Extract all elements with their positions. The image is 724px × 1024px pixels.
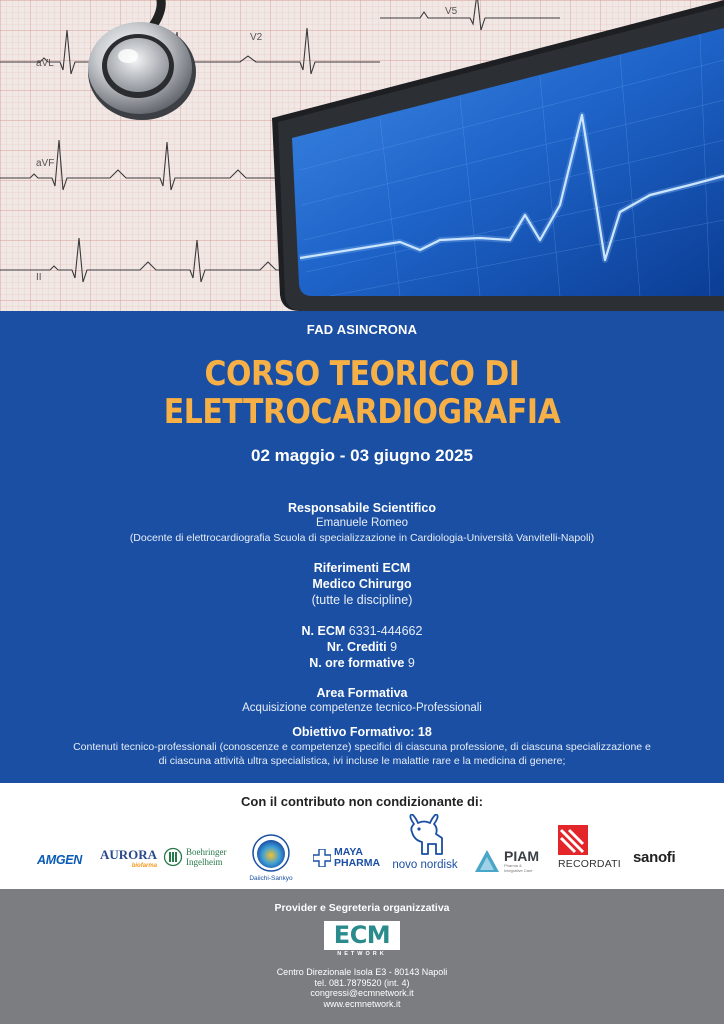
svg-text:II: II [36, 272, 42, 283]
ecm-logo-main: ECM [324, 921, 400, 950]
course-type: FAD ASINCRONA [306, 322, 418, 337]
hero-image [0, 0, 724, 311]
ecm-credits-row [0, 639, 724, 655]
riferimenti-heading: Riferimenti ECM [313, 561, 411, 575]
responsabile-block [0, 500, 724, 545]
maya-pharma-logo [313, 847, 380, 869]
ecm-number-row [0, 623, 724, 639]
boehringer-logo [163, 847, 227, 867]
ecm-logo-sub: NETWORK [337, 951, 387, 957]
novo-nordisk-text: novo nordisk [392, 859, 458, 871]
sanofi-logo: sanofi [633, 849, 676, 866]
daiichi-sankyo-icon [251, 833, 291, 873]
riferimenti-profession: Medico Chirurgo [312, 577, 412, 591]
daiichi-sankyo-logo [243, 833, 299, 882]
boehringer-line-1: Boehringer [186, 847, 227, 857]
aurora-logo [100, 847, 157, 869]
obiettivo-block [0, 724, 724, 768]
recordati-text: RECORDATI [558, 858, 621, 870]
ecm-number-value: 6331-444662 [348, 624, 423, 638]
ecm-credits-label: Nr. Crediti [326, 640, 387, 654]
piam-triangle-icon [474, 849, 500, 873]
recordati-logo [558, 825, 621, 870]
sponsors-heading: Con il contributo non condizionante di: [241, 794, 483, 809]
provider-email[interactable]: congressi@ecmnetwork.it [310, 988, 414, 998]
ecg-tablet-illustration [0, 0, 724, 311]
piam-sub-1: Pharma & [504, 862, 522, 868]
ecm-credits-value: 9 [390, 640, 398, 654]
boehringer-line-2: Ingelheim [186, 857, 223, 867]
area-block [0, 685, 724, 716]
maya-line-1: MAYA [334, 846, 363, 858]
piam-logo [474, 849, 539, 873]
daiichi-sankyo-text: Daiichi-Sankyo [249, 875, 293, 882]
ecm-hours-label: N. ore formative [309, 656, 405, 670]
maya-cross-icon [313, 849, 331, 867]
course-info-panel [0, 311, 724, 783]
svg-text:aVL: aVL [36, 58, 54, 69]
obiettivo-line-2: di ciascuna attività ultra specialistica, ivi incluse le malattie rare e la medicina di genere; [158, 755, 566, 767]
boehringer-icon [163, 847, 183, 867]
responsabile-heading: Responsabile Scientifico [288, 501, 436, 515]
ecm-hours-row [0, 655, 724, 671]
course-title-line-1: CORSO TEORICO DI [204, 354, 520, 394]
riferimenti-block [0, 560, 724, 608]
aurora-logo-sub: biofarma [131, 863, 158, 869]
piam-sub-2: Integrative Care [504, 867, 533, 873]
svg-text:V2: V2 [250, 32, 263, 43]
obiettivo-heading: Obiettivo Formativo: 18 [292, 725, 432, 739]
ecm-number-label: N. ECM [301, 624, 346, 638]
novo-nordisk-logo [387, 814, 463, 871]
provider-heading: Provider e Segreteria organizzativa [274, 902, 450, 914]
novo-nordisk-bull-icon [402, 814, 448, 856]
provider-website[interactable]: www.ecmnetwork.it [323, 998, 401, 1009]
amgen-logo: AMGEN [37, 853, 83, 867]
footer-provider [0, 889, 724, 1024]
svg-text:V5: V5 [445, 6, 458, 17]
responsabile-name: Emanuele Romeo [315, 517, 409, 529]
course-title [43, 355, 680, 431]
maya-line-2: PHARMA [334, 857, 381, 869]
ecm-block [0, 623, 724, 671]
ecm-hours-value: 9 [407, 656, 415, 670]
sponsors-section [0, 783, 724, 889]
responsabile-role: (Docente di elettrocardiografia Scuola di specializzazione in Cardiologia-Università Vanvitelli-Napoli) [129, 532, 595, 544]
obiettivo-line-1: Contenuti tecnico-professionali (conoscenze e competenze) specifici di ciascuna professione, di ciascuna specializzazione e [73, 741, 651, 753]
aurora-logo-text: AURORA [100, 847, 158, 862]
piam-text: PIAM [504, 847, 539, 864]
provider-address: Centro Direzionale Isola E3 - 80143 Napoli [276, 967, 448, 977]
riferimenti-disciplines: (tutte le discipline) [311, 593, 413, 607]
ecm-network-logo [324, 921, 400, 957]
area-heading: Area Formativa [316, 686, 408, 700]
svg-text:aVF: aVF [36, 158, 55, 169]
provider-phone: tel. 081.7879520 (int. 4) [314, 977, 410, 988]
course-dates: 02 maggio - 03 giugno 2025 [250, 446, 473, 465]
provider-contacts [0, 967, 724, 1009]
area-value: Acquisizione competenze tecnico-Professionali [242, 702, 482, 714]
course-title-line-2: ELETTROCARDIOGRAFIA [163, 392, 561, 432]
recordati-icon [558, 825, 588, 855]
